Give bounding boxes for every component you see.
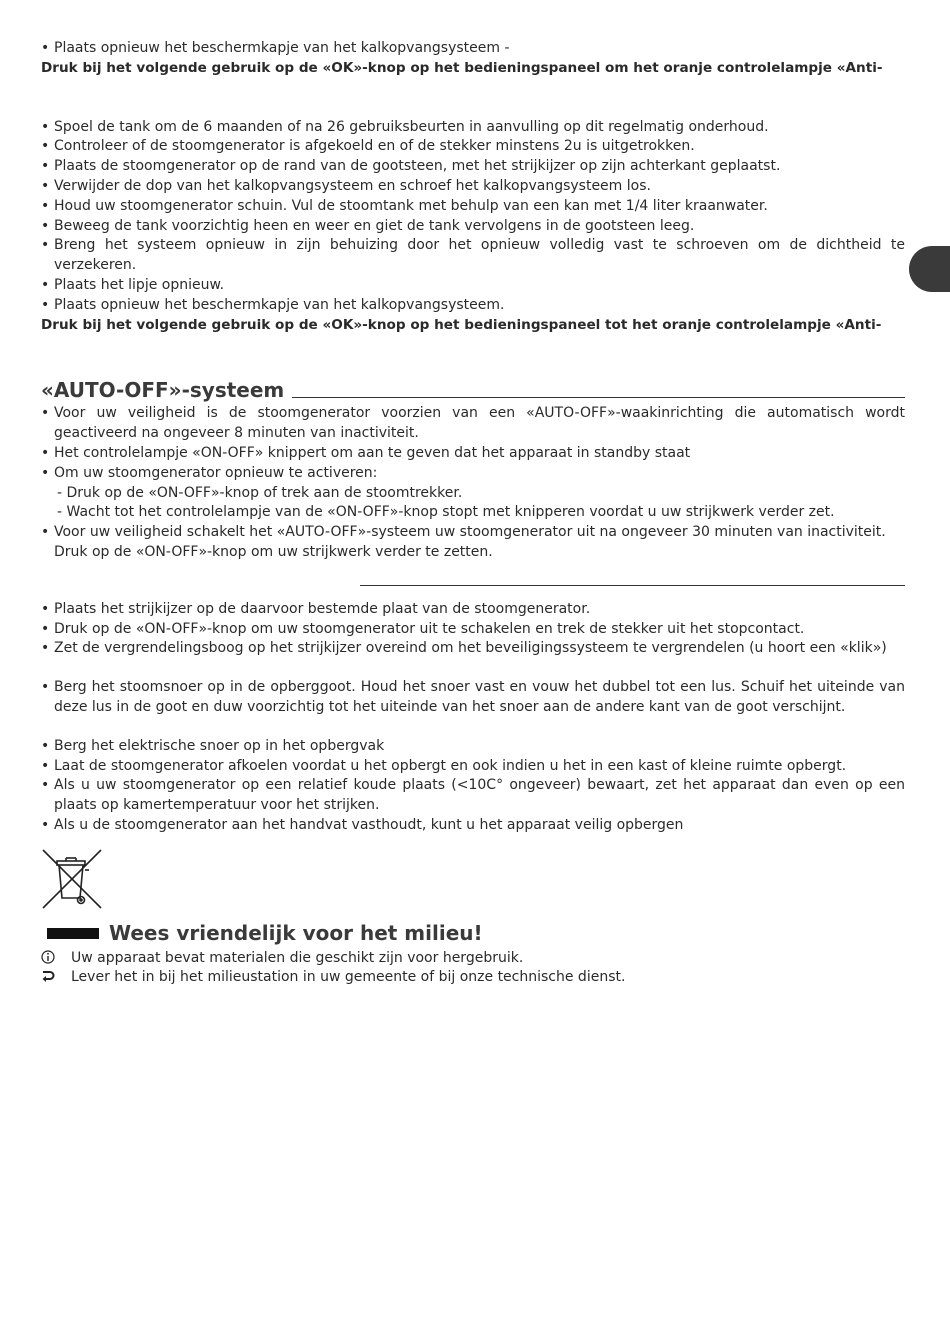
bold-instruction: Druk bij het volgende gebruik op de «OK»-knop op het bedieningspaneel om het oranje controlelampje «Anti- [41,59,883,76]
info-icon [41,949,71,969]
list-item: • Plaats het lipje opnieuw. [41,276,905,296]
return-arrow-icon [41,968,71,988]
list-item: • Spoel de tank om de 6 maanden of na 26 gebruiksbeurten in aanvulling op dit regelmatig onderhoud. [41,118,905,138]
section-heading-auto-off [41,374,905,402]
sub-item: - Druk op de «ON-OFF»-knop of trek aan de stoomtrekker. [57,484,463,501]
return-text: Lever het in bij het milieustation in uw gemeente of bij onze technische dienst. [71,969,626,986]
list-item: • Verwijder de dop van het kalkopvangsysteem en schroef het kalkopvangsysteem los. [41,177,905,197]
list-item: • Controleer of de stoomgenerator is afgekoeld en of de stekker minstens 2u is uitgetrokken. [41,137,905,157]
info-text: Uw apparaat bevat materialen die geschikt zijn voor hergebruik. [71,949,524,966]
list-item: • Het controlelampje «ON-OFF» knippert om aan te geven dat het apparaat in standby staat [41,444,905,464]
list-item: • Plaats opnieuw het beschermkapje van het kalkopvangsysteem. [41,296,905,316]
info-row [41,949,905,969]
weee-crossed-bin-icon [41,848,103,910]
list-item: • Zet de vergrendelingsboog op het strijkijzer overeind om het beveiligingssysteem te vergrendelen (u hoort een «klik») [41,639,905,659]
list-item: • Berg het elektrische snoer op in het opbergvak [41,737,905,757]
list-item: • Houd uw stoomgenerator schuin. Vul de stoomtank met behulp van een kan met 1/4 liter kraanwater. [41,197,905,217]
heading-bar [47,928,99,939]
environment-title: Wees vriendelijk voor het milieu! [109,920,483,945]
section-title: «AUTO-OFF»-systeem [41,378,285,403]
list-item-continuation: Druk op de «ON-OFF»-knop om uw strijkwerk verder te zetten. [54,543,493,560]
sub-item: - Wacht tot het controlelampje van de «ON-OFF»-knop stopt met knipperen voordat u uw strijkwerk verder zet. [57,504,835,521]
bold-instruction: Druk bij het volgende gebruik op de «OK»-knop op het bedieningspaneel tot het oranje controlelampje «Anti- [41,316,882,333]
list-item: • Voor uw veiligheid is de stoomgenerator voorzien van een «AUTO-OFF»-waakinrichting die automatisch wordt geactiveerd na ongeveer 8 minuten van inactiviteit. [41,404,905,444]
return-row [41,968,905,988]
environment-heading [41,919,905,949]
section-rule [360,585,905,586]
list-item: • Laat de stoomgenerator afkoelen voordat u het opbergt en ook indien u het in een kast of kleine ruimte opbergt. [41,757,905,777]
list-item: • Als u uw stoomgenerator op een relatief koude plaats (<10C° ongeveer) bewaart, zet het apparaat dan even op een plaats op kamertemperatuur voor het strijken. [41,776,905,816]
list-item: • Plaats het strijkijzer op de daarvoor bestemde plaat van de stoomgenerator. [41,600,905,620]
list-item: • Beweeg de tank voorzichtig heen en weer en giet de tank vervolgens in de gootsteen leeg. [41,217,905,237]
language-tab [909,246,950,292]
page-content [41,39,905,988]
list-item: • Om uw stoomgenerator opnieuw te activeren: [41,464,905,484]
list-item: • Voor uw veiligheid schakelt het «AUTO-OFF»-systeem uw stoomgenerator uit na ongeveer 30 minuten van inactiviteit. [41,523,905,543]
list-item: • Berg het stoomsnoer op in de opberggoot. Houd het snoer vast en vouw het dubbel tot een lus. Schuif het uiteinde van deze lus in de goot en duw voorzichtig tot het uiteinde van het snoer aan de andere kant van de goot verschijnt. [41,678,905,718]
list-item: • Als u de stoomgenerator aan het handvat vasthoudt, kunt u het apparaat veilig opbergen [41,816,905,836]
list-item: • Plaats opnieuw het beschermkapje van het kalkopvangsysteem - [41,39,905,59]
list-item: • Plaats de stoomgenerator op de rand van de gootsteen, met het strijkijzer op zijn achterkant geplaatst. [41,157,905,177]
heading-rule [292,397,905,398]
list-item: • Breng het systeem opnieuw in zijn behuizing door het opnieuw volledig vast te schroeven om de dichtheid te verzekeren. [41,236,905,276]
list-item: • Druk op de «ON-OFF»-knop om uw stoomgenerator uit te schakelen en trek de stekker uit het stopcontact. [41,620,905,640]
